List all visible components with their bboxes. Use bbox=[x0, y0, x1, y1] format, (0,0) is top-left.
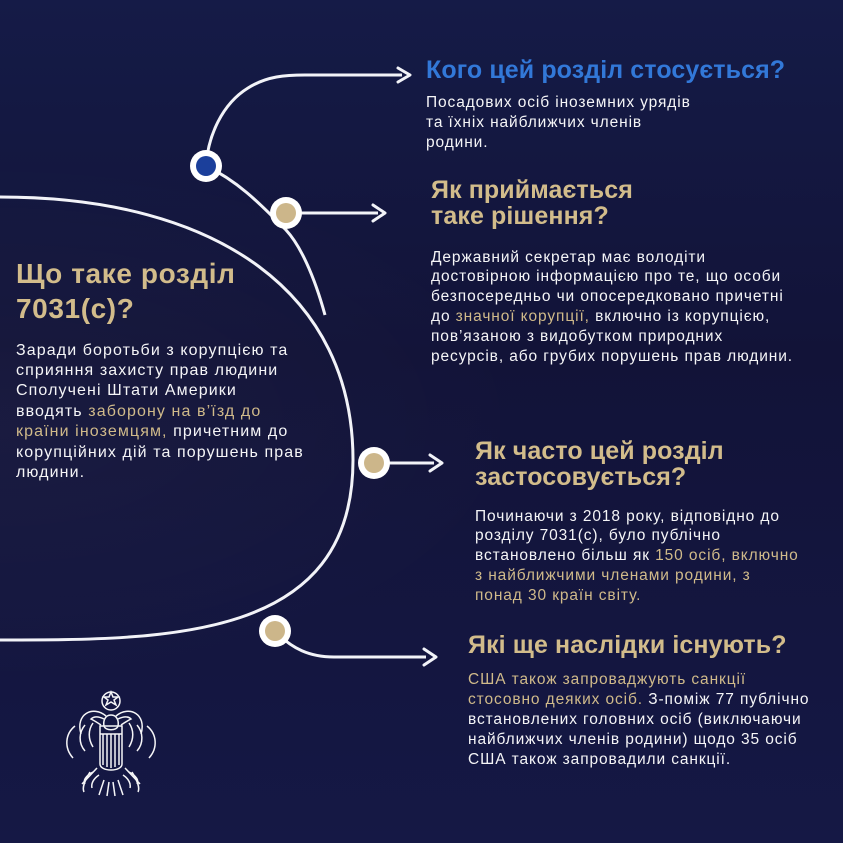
section-2-text bbox=[431, 248, 796, 368]
section-2 bbox=[431, 177, 801, 367]
section-4-text-part-2: З-поміж 77 публічно встановлених головних осіб (виключаючи найближчих членів родини) щодо 35 осіб США також запровадили санкції. bbox=[468, 691, 810, 769]
lower-connector-line bbox=[275, 631, 426, 657]
section-1-text: Посадових осіб іноземних урядів та їхніх найближчих членів родини. bbox=[426, 94, 691, 152]
us-great-seal-icon bbox=[55, 680, 167, 798]
circle-node-icon bbox=[270, 197, 302, 229]
section-1-title: Кого цей розділ стосується? bbox=[426, 56, 786, 84]
upper-connector-line bbox=[206, 75, 402, 166]
circle-node-icon bbox=[190, 150, 222, 182]
left-description-part-3: причетним до корупційних дій та порушень прав людини. bbox=[16, 423, 304, 482]
section-2-title: Як приймається таке рішення? bbox=[431, 176, 633, 231]
left-description bbox=[16, 341, 306, 484]
section-2-text-part-3: включно із корупцією, пов’язаною з видобутком природних ресурсів, або грубих порушень прав людини. bbox=[431, 308, 794, 366]
left-panel bbox=[16, 256, 306, 484]
section-3 bbox=[475, 438, 810, 606]
circle-node-icon bbox=[358, 447, 390, 479]
section-3-text-part-1: Починаючи з 2018 року, відповідно до розділу 7031(c), було публічно встановлено більш як bbox=[475, 507, 780, 565]
section-3-text bbox=[475, 507, 800, 607]
section-4-text-highlight: США також запроваджують санкції стосовно деяких осіб. bbox=[468, 671, 747, 709]
section-2-text-highlight: значної корупції, bbox=[455, 308, 590, 326]
left-description-part-1: Заради боротьби з корупцією та сприяння захисту прав людини Сполучені Штати Америки вводять bbox=[16, 341, 289, 420]
section-3-text-highlight: 150 осіб, включно з найближчими членами родини, з понад 30 країн світу. bbox=[475, 547, 799, 605]
left-title: Що таке розділ 7031(c)? bbox=[16, 258, 236, 325]
section-4-title: Які ще наслідки існують? bbox=[468, 631, 787, 659]
section-4 bbox=[468, 632, 818, 770]
section-2-text-part-1: Державний секретар має володіти достовірною інформацією про те, що особи безпосередньо чи опосередковано причетні до bbox=[431, 248, 784, 326]
left-description-highlight: заборону на в’їзд до країни іноземцям, bbox=[16, 402, 262, 441]
section-1 bbox=[426, 57, 824, 153]
section-3-title: Як часто цей розділ застосовується? bbox=[475, 437, 724, 492]
section-4-text bbox=[468, 670, 813, 770]
circle-node-icon bbox=[259, 615, 291, 647]
